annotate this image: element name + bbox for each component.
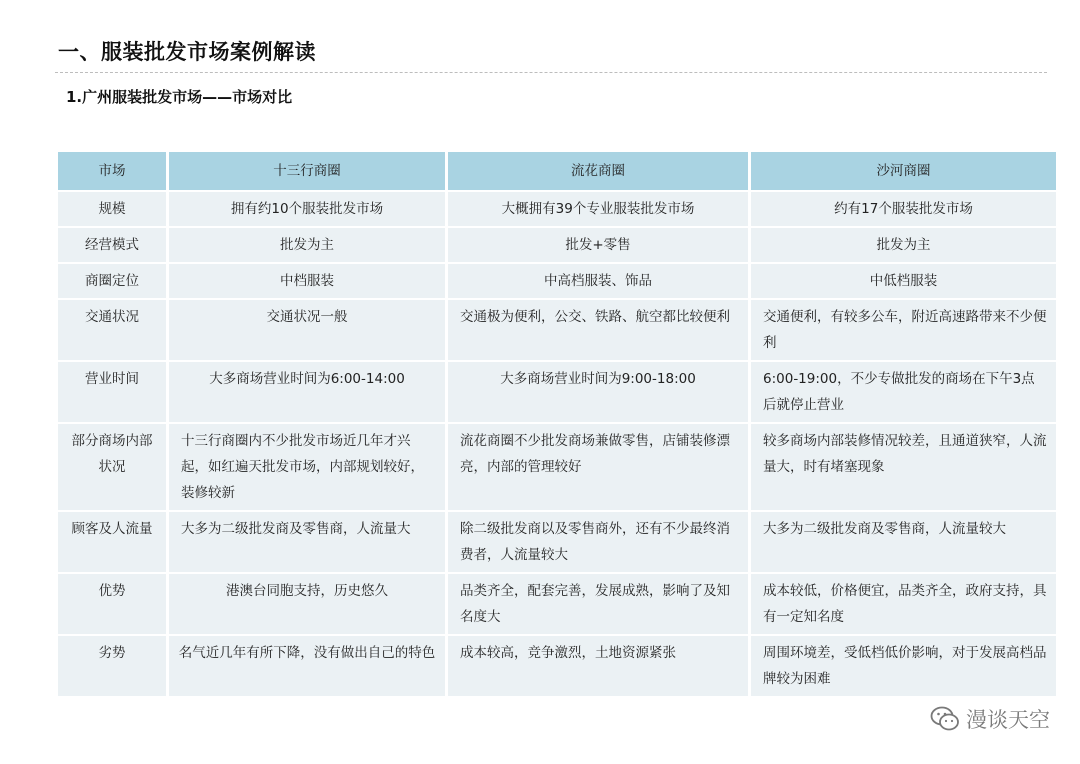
market-comparison-table — [55, 150, 1059, 698]
cell-shahe: 成本较低，价格便宜，品类齐全，政府支持，具有一定知名度 — [751, 574, 1056, 634]
row-label: 交通状况 — [58, 300, 166, 360]
title-divider — [55, 72, 1047, 73]
table-row — [58, 228, 1056, 262]
cell-shisanhang: 十三行商圈内不少批发市场近几年才兴起，如红遍天批发市场，内部规划较好，装修较新 — [169, 424, 445, 510]
table-row — [58, 300, 1056, 360]
cell-shisanhang: 交通状况一般 — [169, 300, 445, 360]
table-header-row — [58, 152, 1056, 190]
cell-shisanhang: 拥有约10个服装批发市场 — [169, 192, 445, 226]
cell-liuhua: 交通极为便利，公交、铁路、航空都比较便利 — [448, 300, 748, 360]
table-row — [58, 424, 1056, 510]
header-shisanhang: 十三行商圈 — [169, 152, 445, 190]
header-shahe: 沙河商圈 — [751, 152, 1056, 190]
cell-shisanhang: 名气近几年有所下降，没有做出自己的特色 — [169, 636, 445, 696]
table-row — [58, 362, 1056, 422]
table-row — [58, 512, 1056, 572]
cell-shahe: 约有17个服装批发市场 — [751, 192, 1056, 226]
cell-shahe: 批发为主 — [751, 228, 1056, 262]
cell-liuhua: 中高档服装、饰品 — [448, 264, 748, 298]
watermark — [930, 704, 1050, 734]
table-row — [58, 636, 1056, 696]
cell-shisanhang: 大多为二级批发商及零售商，人流量大 — [169, 512, 445, 572]
cell-shahe: 较多商场内部装修情况较差，且通道狭窄，人流量大，时有堵塞现象 — [751, 424, 1056, 510]
cell-liuhua: 除二级批发商以及零售商外，还有不少最终消费者，人流量较大 — [448, 512, 748, 572]
cell-shahe: 6:00-19:00，不少专做批发的商场在下午3点后就停止营业 — [751, 362, 1056, 422]
row-label: 规模 — [58, 192, 166, 226]
cell-liuhua: 批发+零售 — [448, 228, 748, 262]
cell-shahe: 交通便利，有较多公车，附近高速路带来不少便利 — [751, 300, 1056, 360]
cell-liuhua: 流花商圈不少批发商场兼做零售，店铺装修漂亮，内部的管理较好 — [448, 424, 748, 510]
cell-liuhua: 品类齐全，配套完善，发展成熟，影响了及知名度大 — [448, 574, 748, 634]
cell-shahe: 中低档服装 — [751, 264, 1056, 298]
table-row — [58, 264, 1056, 298]
row-label: 顾客及人流量 — [58, 512, 166, 572]
header-market: 市场 — [58, 152, 166, 190]
row-label: 商圈定位 — [58, 264, 166, 298]
table-row — [58, 574, 1056, 634]
cell-liuhua: 大多商场营业时间为9:00-18:00 — [448, 362, 748, 422]
row-label: 部分商场内部状况 — [58, 424, 166, 510]
cell-shahe: 周围环境差，受低档低价影响，对于发展高档品牌较为困难 — [751, 636, 1056, 696]
cell-shahe: 大多为二级批发商及零售商，人流量较大 — [751, 512, 1056, 572]
page-subtitle: 1.广州服装批发市场——市场对比 — [66, 88, 293, 106]
cell-shisanhang: 批发为主 — [169, 228, 445, 262]
wechat-icon — [930, 705, 960, 733]
cell-liuhua: 成本较高，竞争激烈，土地资源紧张 — [448, 636, 748, 696]
table-row — [58, 192, 1056, 226]
row-label: 劣势 — [58, 636, 166, 696]
header-liuhua: 流花商圈 — [448, 152, 748, 190]
row-label: 优势 — [58, 574, 166, 634]
cell-liuhua: 大概拥有39个专业服装批发市场 — [448, 192, 748, 226]
cell-shisanhang: 中档服装 — [169, 264, 445, 298]
watermark-text: 漫谈天空 — [966, 708, 1050, 732]
cell-shisanhang: 港澳台同胞支持，历史悠久 — [169, 574, 445, 634]
cell-shisanhang: 大多商场营业时间为6:00-14:00 — [169, 362, 445, 422]
page-title: 一、服装批发市场案例解读 — [58, 40, 316, 64]
row-label: 经营模式 — [58, 228, 166, 262]
row-label: 营业时间 — [58, 362, 166, 422]
